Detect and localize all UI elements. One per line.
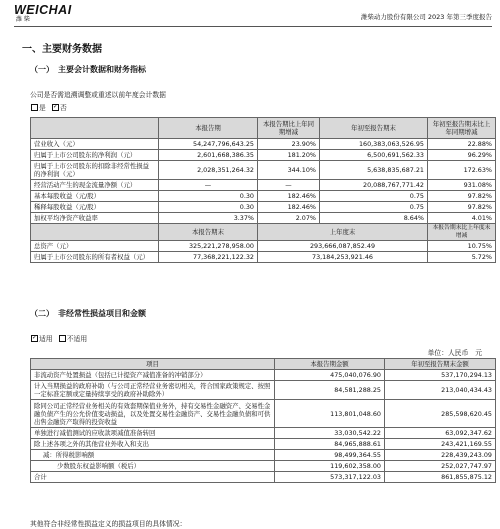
cell-value: — (258, 180, 320, 191)
table-row (31, 252, 496, 263)
row-label: 减：所得税影响额 (31, 450, 275, 461)
row-label: 单独进行减值测试的应收款项减值准备转回 (31, 428, 275, 439)
report-title: 潍柴动力股份有限公司 2023 年第三季度报告 (360, 13, 492, 21)
table-row (31, 472, 496, 483)
cell-value: 182.46% (258, 191, 320, 202)
cell-value: 96.29% (428, 150, 496, 161)
row-label: 加权平均净资产收益率 (31, 213, 159, 224)
table-row (31, 450, 496, 461)
cell-value: 20,088,767,771.42 (320, 180, 428, 191)
row-label: 总资产（元） (31, 241, 159, 252)
checkbox-yes[interactable] (31, 104, 38, 111)
row-label: 营业收入（元） (31, 139, 159, 150)
cell-value: 97.82% (428, 191, 496, 202)
checkbox-not-applicable[interactable] (59, 335, 66, 342)
table-header-cell: 年初至报告期末比上年同期增减 (428, 118, 496, 139)
table-row (31, 191, 496, 202)
cell-value: 4.01% (428, 213, 496, 224)
checkbox-applicable[interactable] (31, 335, 38, 342)
table-header-cell (31, 224, 159, 241)
cell-value: 931.08% (428, 180, 496, 191)
cell-value: 77,368,221,122.32 (159, 252, 258, 263)
weichai-logo (14, 4, 72, 23)
cell-value: 573,317,122.03 (275, 472, 385, 483)
row-label: 少数股东权益影响额（税后） (31, 461, 275, 472)
cell-value: 252,027,747.97 (385, 461, 496, 472)
cell-value: 344.10% (258, 161, 320, 180)
applicable-options (30, 333, 87, 343)
table-header-cell: 年初至报告期末金额 (385, 359, 496, 370)
table-row (31, 370, 496, 381)
logo-subtext: 潍 柴 (16, 16, 30, 23)
cell-value: 243,421,169.55 (385, 439, 496, 450)
table-row (31, 428, 496, 439)
cell-value: 73,184,253,921.46 (258, 252, 428, 263)
cell-value: 181.20% (258, 150, 320, 161)
cell-value: 0.75 (320, 191, 428, 202)
cell-value: — (159, 180, 258, 191)
row-label: 计入当期损益的政府补助（与公司正常经营业务密切相关，符合国家政策规定、按照一定标准定额或定量持续享受的政府补助除外） (31, 381, 275, 400)
cell-value: 54,247,796,643.25 (159, 139, 258, 150)
cell-value: 33,030,542.22 (275, 428, 385, 439)
option-not-applicable-label: 不适用 (66, 335, 88, 343)
cell-value: 63,092,347.62 (385, 428, 496, 439)
cell-value: 0.75 (320, 202, 428, 213)
table-row (31, 439, 496, 450)
unit-label: 单位：人民币 元 (427, 349, 482, 357)
table-row (31, 241, 496, 252)
table-header-cell: 本报告期金额 (275, 359, 385, 370)
checkbox-no[interactable] (52, 104, 59, 111)
option-no-label: 否 (59, 104, 67, 112)
cell-value: 113,801,048.60 (275, 400, 385, 428)
cell-value: 22.88% (428, 139, 496, 150)
table-header-cell (31, 118, 159, 139)
cell-value: 0.30 (159, 202, 258, 213)
row-label: 非流动资产处置损益（包括已计提资产减值准备的冲销部分） (31, 370, 275, 381)
table-header-cell: 年初至报告期末 (320, 118, 428, 139)
cell-value: 861,855,875.12 (385, 472, 496, 483)
restatement-question: 公司是否需追溯调整或重述以前年度会计数据 (30, 91, 166, 99)
table-row (31, 180, 496, 191)
table-header-cell: 项目 (31, 359, 275, 370)
cell-value: 2,028,351,264.32 (159, 161, 258, 180)
cell-value: 84,581,288.25 (275, 381, 385, 400)
table-row (31, 400, 496, 428)
cell-value: 23.90% (258, 139, 320, 150)
option-applicable-label: 适用 (39, 335, 53, 343)
cell-value: 182.46% (258, 202, 320, 213)
table-header-cell: 本报告期末 (159, 224, 258, 241)
cell-value: 160,383,063,526.95 (320, 139, 428, 150)
non-recurring-items-table (30, 358, 496, 483)
cell-value: 325,221,278,958.00 (159, 241, 258, 252)
row-label: 基本每股收益（元/股） (31, 191, 159, 202)
cell-value: 3.37% (159, 213, 258, 224)
table-row (31, 213, 496, 224)
subsection-heading-key-accounting-data: （一） 主要会计数据和财务指标 (30, 65, 146, 74)
table-row (31, 161, 496, 180)
restatement-options (30, 102, 67, 112)
key-financial-data-table (30, 117, 496, 263)
cell-value: 213,040,434.43 (385, 381, 496, 400)
table-row (31, 150, 496, 161)
cell-value: 5.72% (428, 252, 496, 263)
cell-value: 285,598,620.45 (385, 400, 496, 428)
table-header-cell: 本报告期比上年同期增减 (258, 118, 320, 139)
option-yes-label: 是 (39, 104, 46, 112)
table-row (31, 202, 496, 213)
cell-value: 172.63% (428, 161, 496, 180)
table-row (31, 461, 496, 472)
cell-value: 84,965,888.61 (275, 439, 385, 450)
cell-value: 5,638,835,687.21 (320, 161, 428, 180)
row-label: 稀释每股收益（元/股） (31, 202, 159, 213)
cell-value: 119,602,358.00 (275, 461, 385, 472)
cell-value: 98,499,364.55 (275, 450, 385, 461)
section-heading-financial-data: 一、主要财务数据 (22, 44, 102, 55)
row-label: 归属于上市公司股东的净利润（元） (31, 150, 159, 161)
table-header-cell: 本报告期末比上年度末增减 (428, 224, 496, 241)
cell-value: 228,439,243.09 (385, 450, 496, 461)
row-label: 除上述各项之外的其他营业外收入和支出 (31, 439, 275, 450)
cell-value: 97.82% (428, 202, 496, 213)
row-label: 合计 (31, 472, 275, 483)
page-header (14, 4, 492, 27)
row-label: 归属于上市公司股东的所有者权益（元） (31, 252, 159, 263)
logo-text: WEICHAI (14, 3, 72, 17)
table-row (31, 381, 496, 400)
subsection-heading-non-recurring: （二） 非经常性损益项目和金额 (30, 309, 146, 318)
footer-note: 其他符合非经常性损益定义的损益项目的具体情况： (30, 520, 187, 528)
table-row (31, 139, 496, 150)
row-label: 归属于上市公司股东的扣除非经常性损益的净利润（元） (31, 161, 159, 180)
row-label: 经营活动产生的现金流量净额（元） (31, 180, 159, 191)
row-label: 除同公司正常经营业务相关的有效套期保值业务外，持有交易性金融资产、交易性金融负债产生的公允价值变动损益，以及处置交易性金融资产、交易性金融负债和可供出售金融资产取得的投资收益 (31, 400, 275, 428)
table-header-cell: 本报告期 (159, 118, 258, 139)
cell-value: 293,666,087,852.49 (258, 241, 428, 252)
cell-value: 6,500,691,562.33 (320, 150, 428, 161)
table-header-cell: 上年度末 (258, 224, 428, 241)
cell-value: 10.75% (428, 241, 496, 252)
cell-value: 0.30 (159, 191, 258, 202)
cell-value: 8.64% (320, 213, 428, 224)
cell-value: 537,170,294.13 (385, 370, 496, 381)
cell-value: 2.07% (258, 213, 320, 224)
cell-value: 475,040,076.90 (275, 370, 385, 381)
cell-value: 2,601,668,386.35 (159, 150, 258, 161)
